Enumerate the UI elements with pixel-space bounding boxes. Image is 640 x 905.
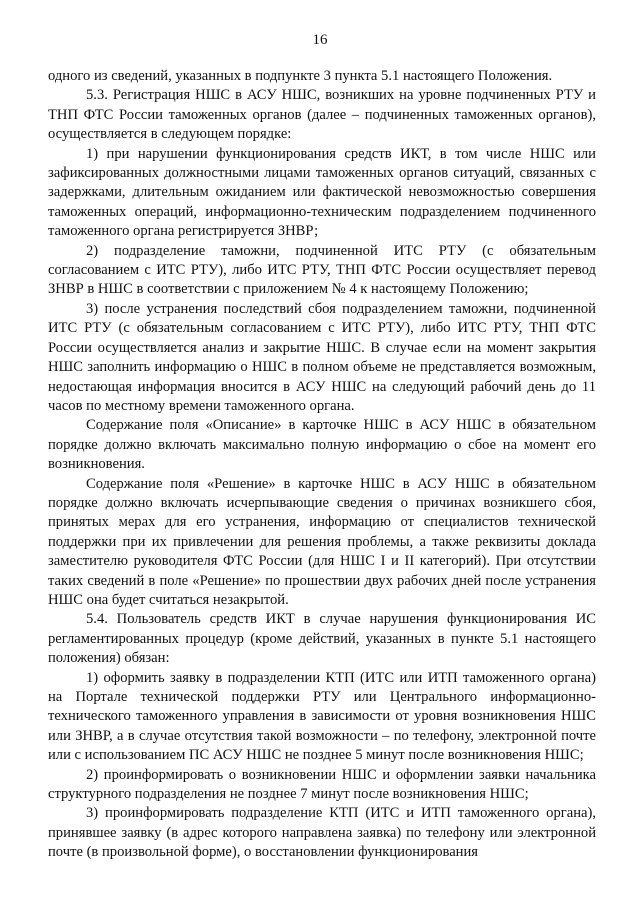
document-body — [48, 67, 596, 863]
paragraph: 3) проинформировать подразделение КТП (ИТС и ИТП таможенного органа), принявшее заявку (в адрес которого направлена заявка) по телефону или электронной почте (в произвольной форме), о восстановлении функционирования — [48, 805, 596, 861]
paragraph: 5.4. Пользователь средств ИКТ в случае нарушения функционирования ИС регламентированных процедур (кроме действий, указанных в пункте 5.1 настоящего положения) обязан: — [48, 611, 596, 667]
paragraph: 5.3. Регистрация НШС в АСУ НШС, возникших на уровне подчиненных РТУ и ТНП ФТС России таможенных органов (далее – подчиненных таможенных органов), осуществляется в следующем порядке: — [48, 87, 596, 143]
paragraph: Содержание поля «Решение» в карточке НШС в АСУ НШС в обязательном порядке должно включать исчерпывающие сведения о причинах возникшего сбоя, принятых мерах для его устранения, информацию от специалистов технической поддержки при их привлечении для решения проблемы, а также реквизиты доклада заместителю руководителя ФТС России (для НШС I и II категорий). При отсутствии таких сведений в поле «Решение» по прошествии двух рабочих дней после устранения НШС она будет считаться незакрытой. — [48, 475, 596, 608]
paragraph: 2) проинформировать о возникновении НШС и оформлении заявки начальника структурного подразделения не позднее 7 минут после возникновения НШС; — [48, 766, 596, 803]
paragraph: 1) оформить заявку в подразделении КТП (ИТС или ИТП таможенного органа) на Портале технической поддержки РТУ или Центрального информационно-технического таможенного управления в зависимости от уровня возникновения НШС или ЗНВР, а в случае отсутствия такой возможности – по телефону, электронной почте или с использованием ПС АСУ НШС не позднее 5 минут после возникновения НШС; — [48, 669, 596, 764]
paragraph: одного из сведений, указанных в подпункте 3 пункта 5.1 настоящего Положения. — [48, 68, 553, 84]
paragraph: 1) при нарушении функционирования средств ИКТ, в том числе НШС или зафиксированных должностными лицами таможенных органов ситуаций, связанных с задержками, длительным ожиданием или фактической невозможностью совершения таможенных операций, информационно-техническим подразделением подчиненного таможенного органа регистрируется ЗНВР; — [48, 145, 596, 240]
page-number: 16 — [312, 32, 328, 48]
paragraph: 2) подразделение таможни, подчиненной ИТС РТУ (с обязательным согласованием с ИТС РТУ), либо ИТС РТУ, ТНП ФТС России осуществляет перевод ЗНВР в НШС в соответствии с приложением № 4 к настоящему Положению; — [48, 242, 596, 298]
paragraph: Содержание поля «Описание» в карточке НШС в АСУ НШС в обязательном порядке должно включать максимально полную информацию о сбое на момент его возникновения. — [48, 417, 596, 473]
paragraph: 3) после устранения последствий сбоя подразделением таможни, подчиненной ИТС РТУ (с обязательным согласованием с ИТС РТУ), либо ИТС РТУ, ТНП ФТС России осуществляется анализ и закрытие НШС. В случае если на момент закрытия НШС заполнить информацию о НШС в полном объеме не представляется возможным, недостающая информация вносится в АСУ НШС на следующий рабочий день до 11 часов по местному времени таможенного органа. — [48, 300, 596, 414]
